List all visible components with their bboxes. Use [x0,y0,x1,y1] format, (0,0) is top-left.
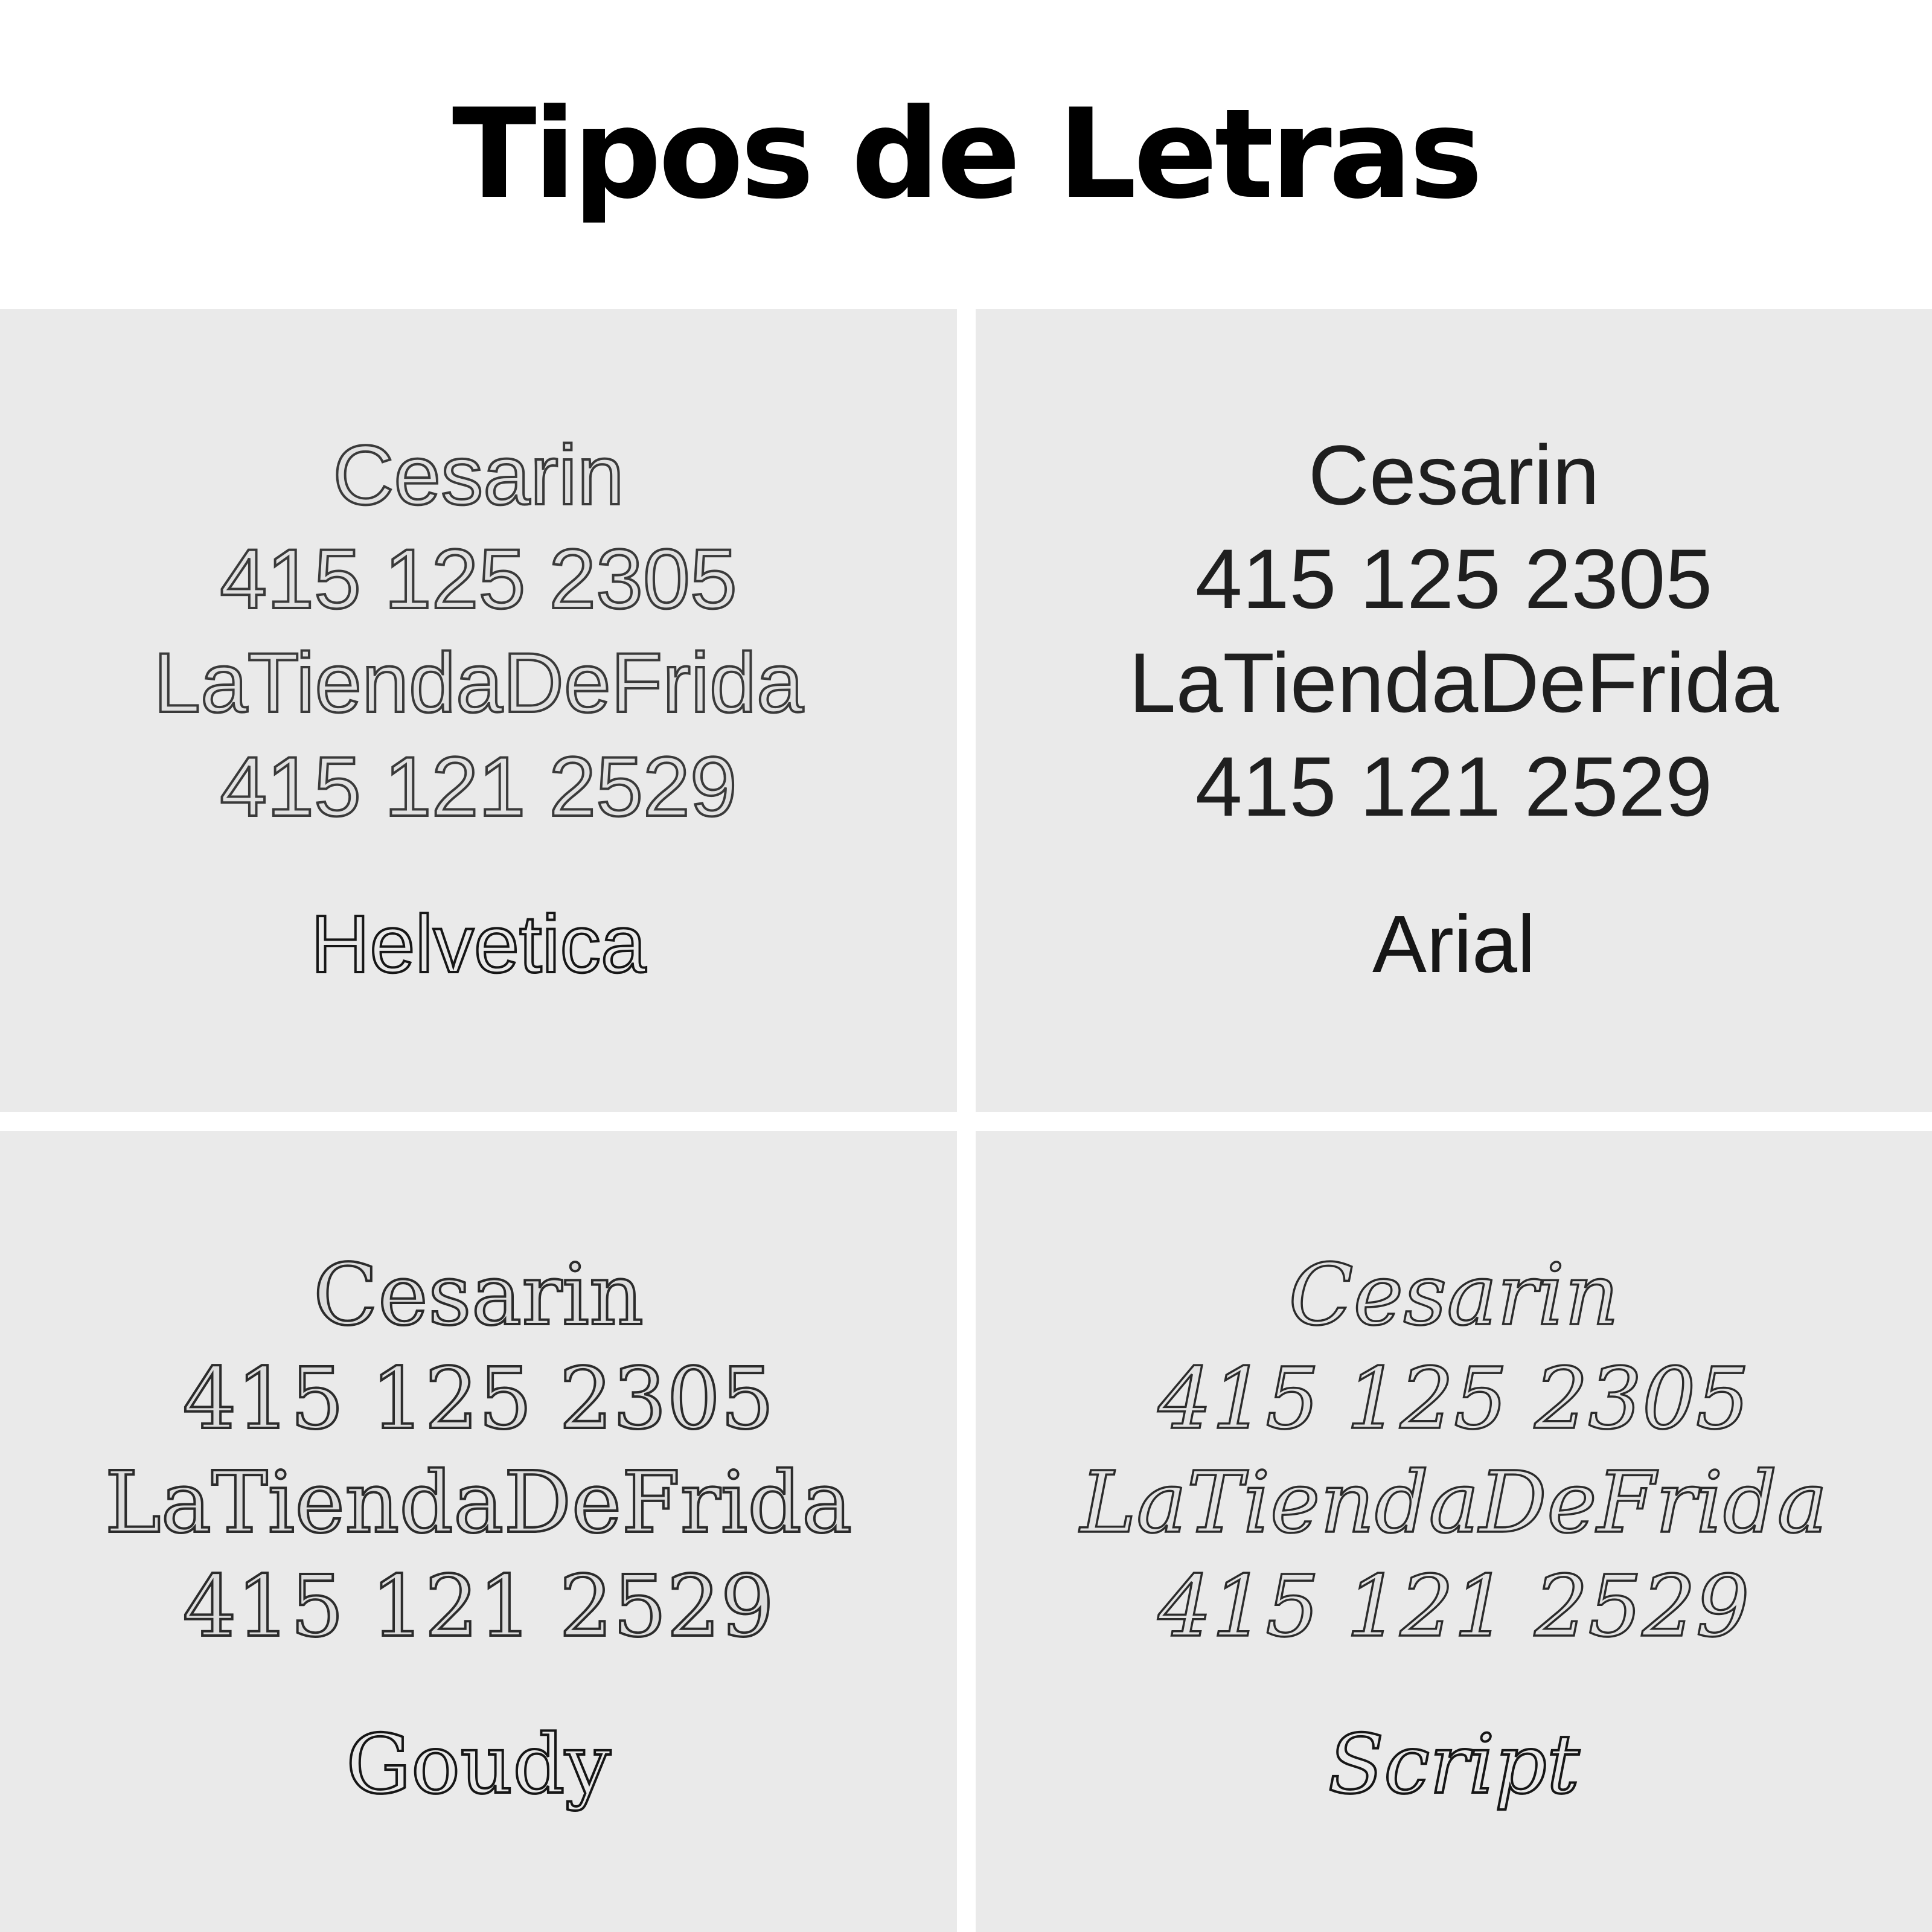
font-panel-script [976,1131,1932,1932]
sample-line-shop: LaTiendaDeFrida [1128,635,1779,730]
sample-line-phone2: 415 121 2529 [1158,1558,1750,1656]
page-title: Tipos de Letras [452,83,1480,226]
font-samples-grid [0,309,1932,1932]
font-name-label-arial: Arial [1372,898,1536,990]
font-sample-helvetica [153,423,804,839]
sample-line-shop: LaTiendaDeFrida [1080,1454,1828,1552]
sample-line-name: Cesarin [1288,1246,1619,1345]
font-panel-helvetica [0,309,957,1112]
font-panel-arial [976,309,1932,1112]
font-sample-script [1080,1244,1828,1659]
font-name-label-script: Script [1328,1717,1580,1812]
sample-line-shop: LaTiendaDeFrida [104,1454,852,1552]
sample-line-phone1: 415 125 2305 [1195,531,1713,626]
font-panel-goudy [0,1131,957,1932]
font-sample-goudy [105,1244,852,1659]
sample-line-shop: LaTiendaDeFrida [153,635,804,730]
sample-line-phone2: 415 121 2529 [182,1558,775,1656]
font-name-label-helvetica: Helvetica [310,898,647,990]
sample-line-name: Cesarin [313,1246,644,1345]
title-band [0,0,1932,309]
font-name-label-goudy: Goudy [346,1717,611,1812]
sample-line-name: Cesarin [333,427,624,522]
sample-line-phone1: 415 125 2305 [220,531,737,626]
font-sample-arial [1129,423,1779,839]
sample-line-phone1: 415 125 2305 [182,1350,775,1448]
sample-line-name: Cesarin [1308,427,1600,522]
sample-line-phone1: 415 125 2305 [1158,1350,1750,1448]
sample-line-phone2: 415 121 2529 [220,738,737,834]
sample-line-phone2: 415 121 2529 [1195,738,1713,834]
